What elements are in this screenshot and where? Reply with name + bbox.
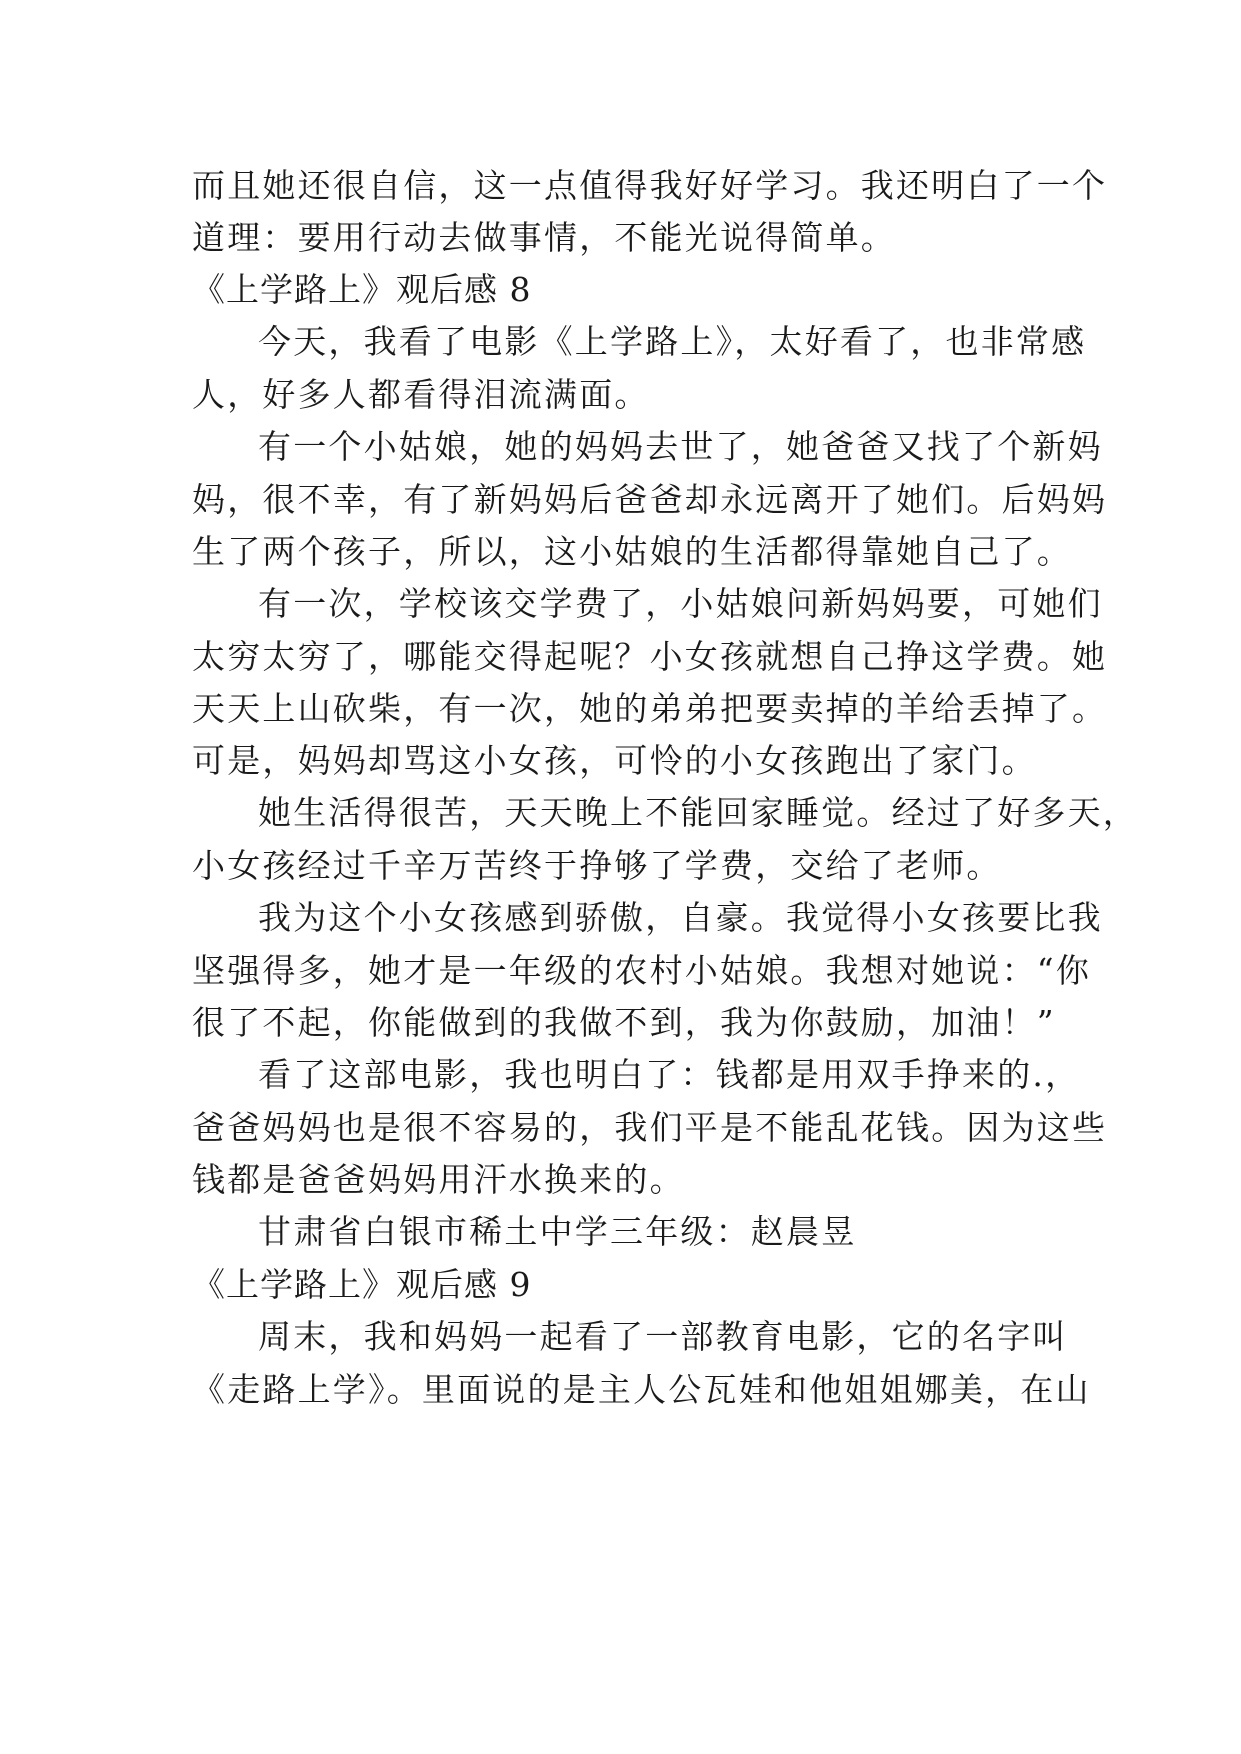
paragraph-line: 看了这部电影，我也明白了：钱都是用双手挣来的.， — [258, 1055, 1081, 1094]
paragraph-line: 有一个小姑娘，她的妈妈去世了，她爸爸又找了个新妈 — [258, 427, 1103, 466]
paragraph-line: 她生活得很苦，天天晚上不能回家睡觉。经过了好多天， — [258, 793, 1138, 832]
paragraph-line: 周末，我和妈妈一起看了一部教育电影，它的名字叫 — [258, 1317, 1068, 1356]
paragraph-line: 道理：要用行动去做事情，不能光说得简单。 — [192, 218, 896, 257]
author-line: 甘肃省白银市稀土中学三年级：赵晨昱 — [258, 1212, 857, 1251]
paragraph-line: 《走路上学》。里面说的是主人公瓦娃和他姐姐娜美，在山 — [192, 1370, 1091, 1409]
paragraph-line: 小女孩经过千辛万苦终于挣够了学费，交给了老师。 — [192, 846, 1002, 885]
paragraph-line: 爸爸妈妈也是很不容易的，我们平是不能乱花钱。因为这些 — [192, 1108, 1108, 1147]
paragraph-line: 坚强得多，她才是一年级的农村小姑娘。我想对她说：“你 — [192, 951, 1092, 990]
paragraph-line: 今天，我看了电影《上学路上》，太好看了，也非常感 — [258, 322, 1087, 361]
paragraph-line: 钱都是爸爸妈妈用汗水换来的。 — [192, 1160, 685, 1199]
paragraph-line: 而且她还很自信，这一点值得我好好学习。我还明白了一个 — [192, 166, 1108, 205]
paragraph-line: 我为这个小女孩感到骄傲，自豪。我觉得小女孩要比我 — [258, 898, 1103, 937]
section-heading: 《上学路上》观后感 8 — [192, 270, 532, 309]
section-heading: 《上学路上》观后感 9 — [192, 1265, 532, 1304]
paragraph-line: 太穷太穷了，哪能交得起呢？小女孩就想自己挣这学费。她 — [192, 637, 1108, 676]
paragraph-line: 天天上山砍柴，有一次，她的弟弟把要卖掉的羊给丢掉了。 — [192, 689, 1108, 728]
paragraph-line: 有一次，学校该交学费了，小姑娘问新妈妈要，可她们 — [258, 584, 1103, 623]
paragraph-line: 生了两个孩子，所以，这小姑娘的生活都得靠她自己了。 — [192, 532, 1072, 571]
paragraph-line: 很了不起，你能做到的我做不到，我为你鼓励，加油！” — [192, 1003, 1056, 1042]
paragraph-line: 人，好多人都看得泪流满面。 — [192, 375, 650, 414]
paragraph-line: 妈，很不幸，有了新妈妈后爸爸却永远离开了她们。后妈妈 — [192, 480, 1108, 519]
paragraph-line: 可是，妈妈却骂这小女孩，可怜的小女孩跑出了家门。 — [192, 741, 1037, 780]
